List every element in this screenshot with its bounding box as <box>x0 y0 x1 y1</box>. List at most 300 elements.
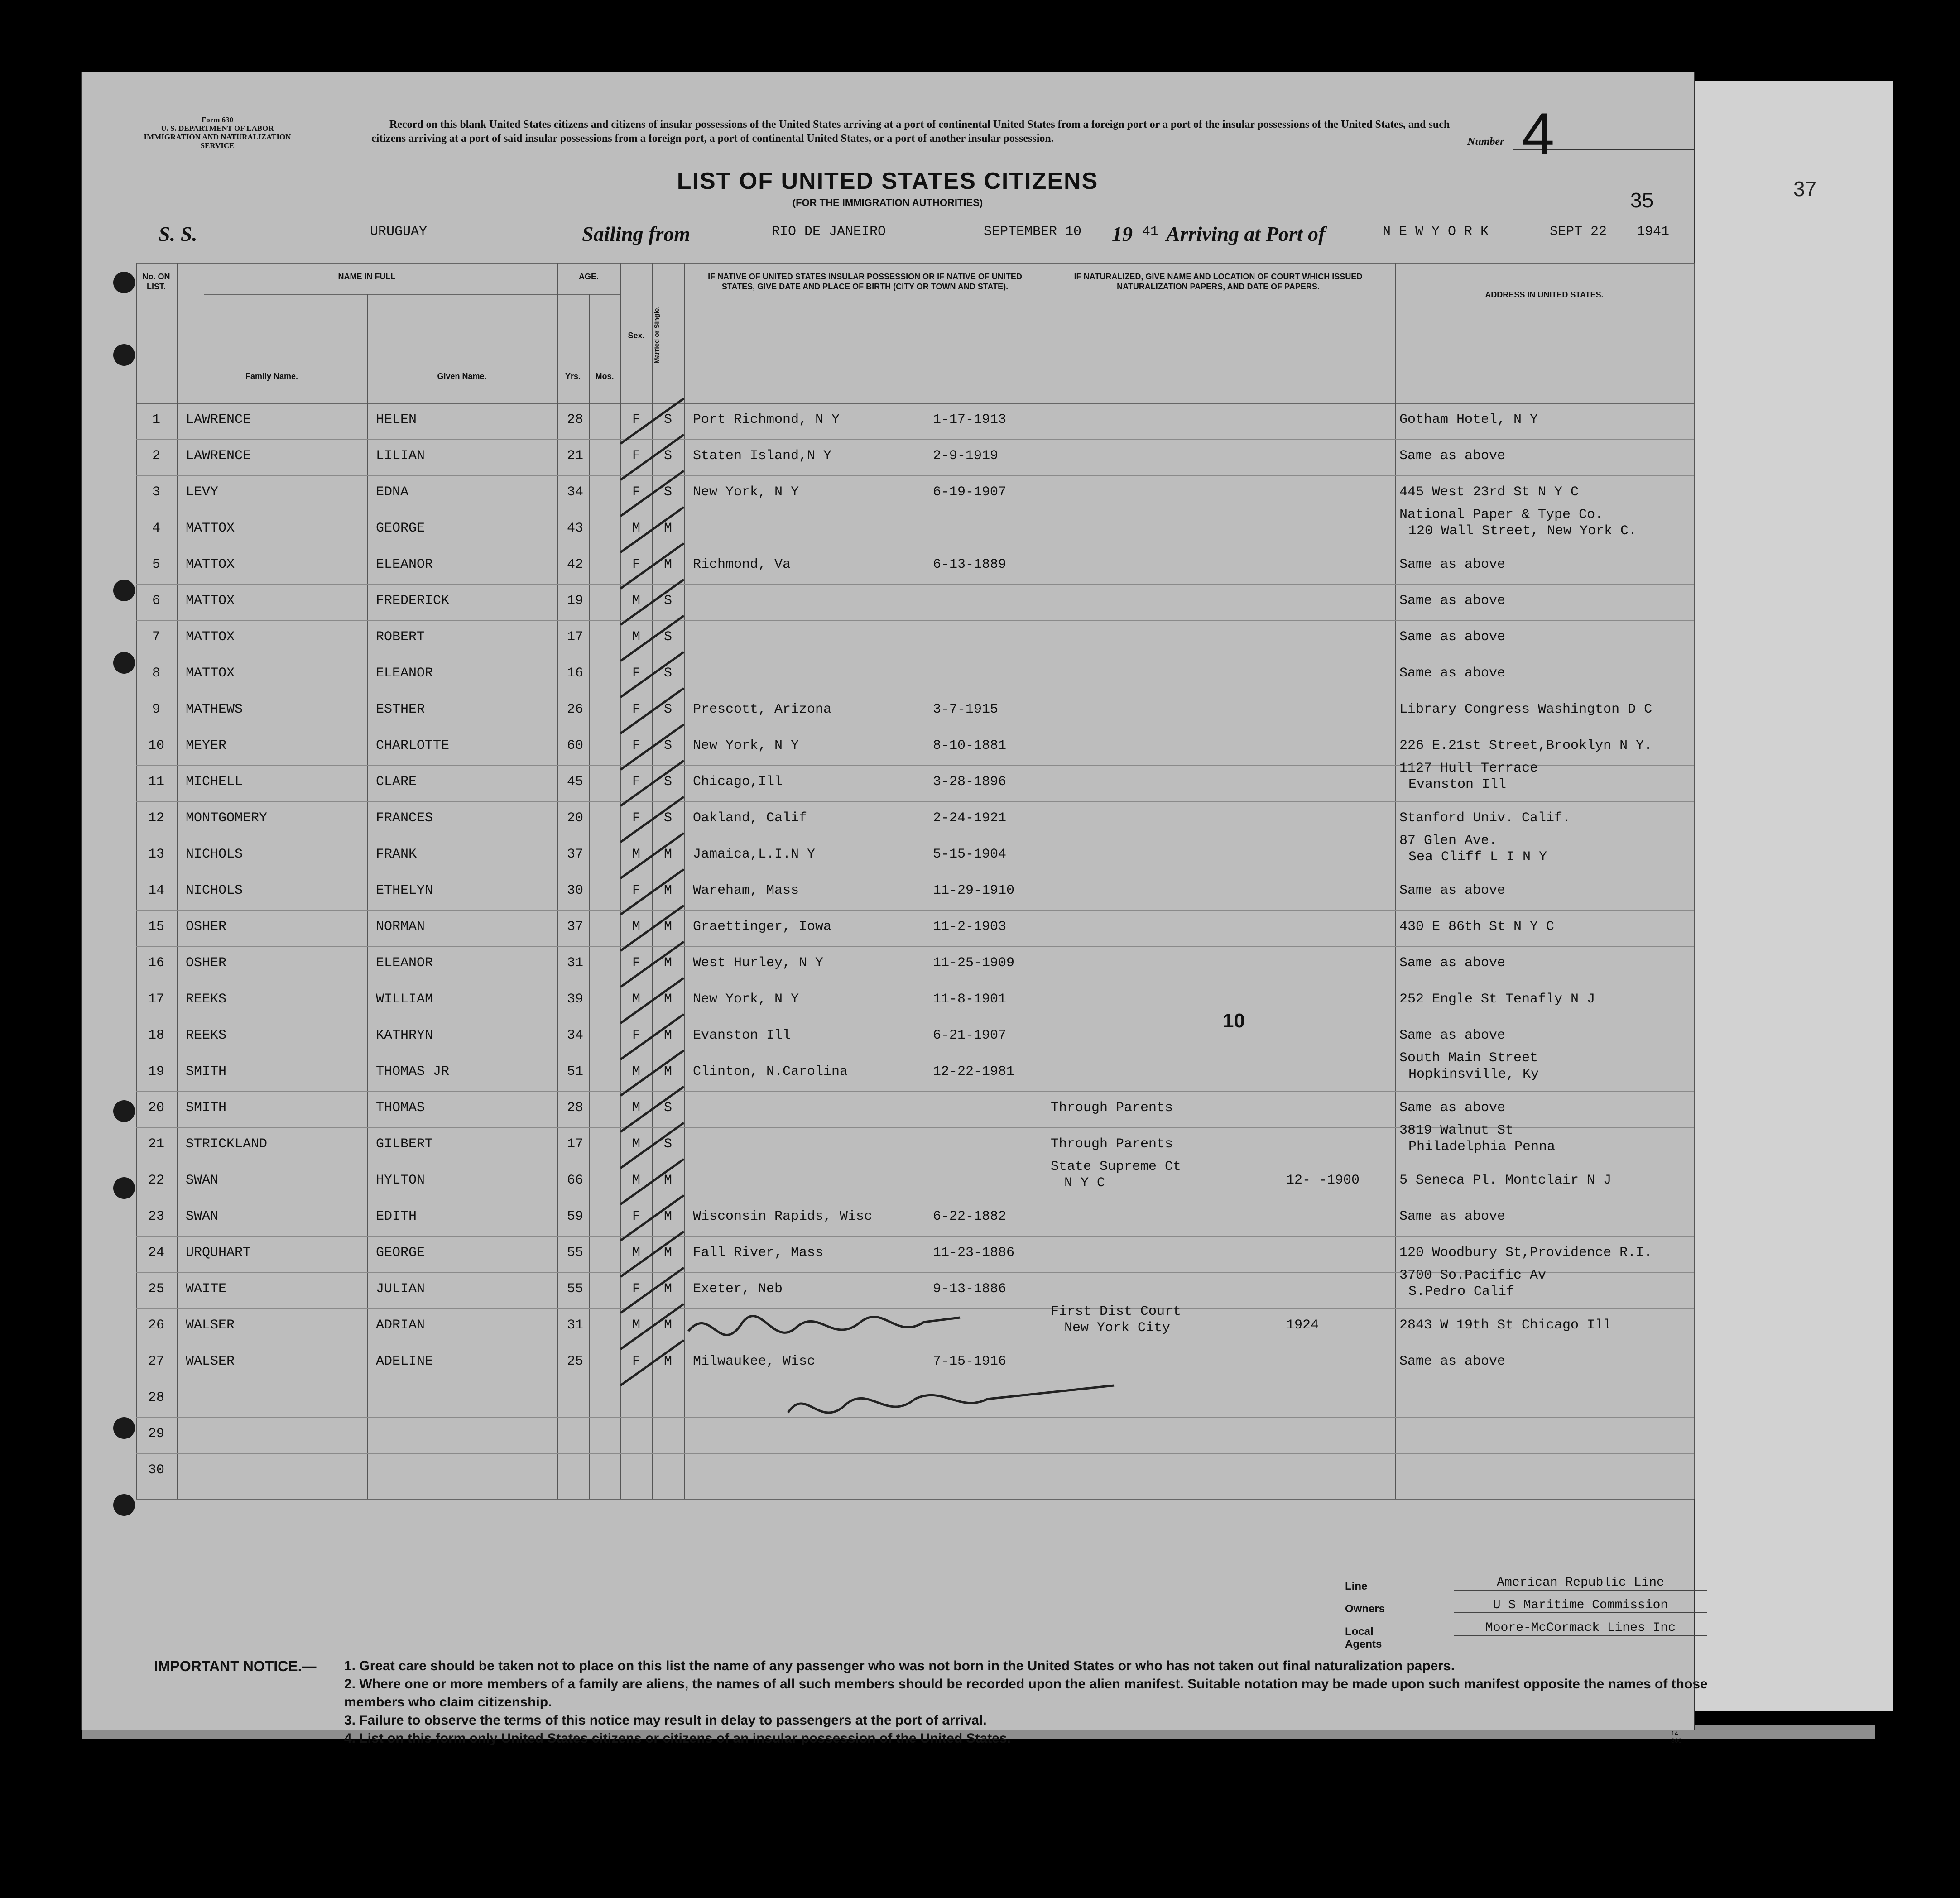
cell-ms: M <box>663 521 672 536</box>
cell-date: 6-13-1889 <box>933 557 1007 572</box>
cell-place: New York, N Y <box>693 992 799 1007</box>
cell-place: Exeter, Neb <box>693 1281 783 1297</box>
cell-yrs: 37 <box>567 847 583 862</box>
cell-place: Richmond, Va <box>693 557 791 572</box>
cell-date: 8-10-1881 <box>933 738 1007 753</box>
cell-no: 7 <box>152 629 160 645</box>
cell-addr: 1127 Hull Terrace <box>1399 761 1538 776</box>
cell-family: MONTGOMERY <box>186 810 268 826</box>
sailing-label: Sailing from <box>582 222 691 245</box>
cell-place: West Hurley, N Y <box>693 955 824 971</box>
cell-addr: Same as above <box>1399 593 1506 609</box>
cell-sex: M <box>632 1100 640 1116</box>
cell-yrs: 55 <box>567 1281 583 1297</box>
cell-no: 17 <box>148 992 164 1007</box>
cell-yrs: 30 <box>567 883 583 898</box>
important-notice <box>154 1657 1739 1748</box>
cell-place: Port Richmond, N Y <box>693 412 840 427</box>
cell-sex: M <box>632 1064 640 1079</box>
cell-nat-date: 1924 <box>1286 1318 1319 1333</box>
table-row <box>136 1200 1694 1235</box>
table-row <box>136 475 1694 511</box>
cell-no: 5 <box>152 557 160 572</box>
cell-yrs: 28 <box>567 412 583 427</box>
department-name: U. S. DEPARTMENT OF LABOR <box>161 124 274 133</box>
form-number: Form 630 <box>201 115 234 124</box>
table-row <box>136 548 1694 583</box>
cell-date: 3-7-1915 <box>933 702 999 717</box>
cell-sex: F <box>632 955 640 971</box>
cell-given: KATHRYN <box>376 1028 433 1043</box>
cell-addr: 430 E 86th St N Y C <box>1399 919 1555 935</box>
cell-addr: Same as above <box>1399 557 1506 572</box>
cell-date: 12-22-1981 <box>933 1064 1015 1079</box>
cell-nat-line2: New York City <box>1064 1320 1171 1336</box>
cell-addr-line2: 120 Wall Street, New York C. <box>1408 523 1637 539</box>
cell-addr: 87 Glen Ave. <box>1399 833 1498 848</box>
cell-given: LILIAN <box>376 448 425 464</box>
cell-date: 7-15-1916 <box>933 1354 1007 1369</box>
punch-hole <box>113 272 135 293</box>
cell-place: Staten Island,N Y <box>693 448 832 464</box>
cell-given: CHARLOTTE <box>376 738 450 753</box>
notice-item: 4. List on this form only United States citizens or citizens of an insular possession of the United States. <box>344 1731 1011 1746</box>
cell-no: 1 <box>152 412 160 427</box>
cell-given: FRANK <box>376 847 417 862</box>
cell-addr: 445 West 23rd St N Y C <box>1399 484 1579 500</box>
arriving-label: Arriving at Port of <box>1166 222 1326 245</box>
cell-family: MICHELL <box>186 774 243 790</box>
header-family-name: Family Name. <box>245 372 298 381</box>
cell-no: 26 <box>148 1318 164 1333</box>
cell-given: FRANCES <box>376 810 433 826</box>
table-row <box>136 801 1694 837</box>
cell-sex: M <box>632 593 640 609</box>
cell-family: STRICKLAND <box>186 1136 268 1152</box>
header-address: ADDRESS IN UNITED STATES. <box>1485 290 1604 299</box>
cell-ms: M <box>663 1028 672 1043</box>
cell-yrs: 42 <box>567 557 583 572</box>
cell-given: CLARE <box>376 774 417 790</box>
form-identifier <box>136 115 299 150</box>
cell-family: REEKS <box>186 992 227 1007</box>
cell-family: SMITH <box>186 1100 227 1116</box>
agents-value: Moore-McCormack Lines Inc <box>1454 1621 1707 1636</box>
manifest-page <box>82 72 1708 1746</box>
cell-ms: M <box>663 955 672 971</box>
punch-hole <box>113 580 135 601</box>
cell-no: 12 <box>148 810 164 826</box>
ss-label: S. S. <box>159 222 197 245</box>
page-title: LIST OF UNITED STATES CITIZENS <box>677 168 1099 194</box>
cell-ms: M <box>663 992 672 1007</box>
cell-addr: Same as above <box>1399 883 1506 898</box>
year-prefix: 19 <box>1112 222 1133 245</box>
cell-sex: F <box>632 412 640 427</box>
cell-addr: 252 Engle St Tenafly N J <box>1399 992 1595 1007</box>
cell-family: MATHEWS <box>186 702 243 717</box>
cell-sex: F <box>632 557 640 572</box>
stamp-code: 14—806 <box>1671 1730 1685 1744</box>
cell-no: 22 <box>148 1173 164 1188</box>
cell-addr: Same as above <box>1399 629 1506 645</box>
table-row <box>136 1159 1694 1199</box>
table-row <box>136 833 1694 873</box>
cell-addr: Same as above <box>1399 1354 1506 1369</box>
cell-ms: M <box>663 1064 672 1079</box>
cell-given: ROBERT <box>376 629 425 645</box>
cell-given: HELEN <box>376 412 417 427</box>
cell-yrs: 25 <box>567 1354 583 1369</box>
cell-ms: S <box>663 1136 672 1152</box>
cell-nat: Through Parents <box>1051 1136 1173 1152</box>
cell-place: Wareham, Mass <box>693 883 799 898</box>
back-page-number: 37 <box>1793 177 1817 201</box>
cell-ms: M <box>663 557 672 572</box>
line-value: American Republic Line <box>1454 1576 1707 1591</box>
cell-yrs: 34 <box>567 1028 583 1043</box>
cell-date: 9-13-1886 <box>933 1281 1007 1297</box>
cell-date: 2-24-1921 <box>933 810 1007 826</box>
punch-hole <box>113 1177 135 1199</box>
cell-no: 16 <box>148 955 164 971</box>
cell-ms: S <box>663 412 672 427</box>
cell-place: Jamaica,L.I.N Y <box>693 847 816 862</box>
cell-given: NORMAN <box>376 919 425 935</box>
cell-place: Prescott, Arizona <box>693 702 832 717</box>
page-subtitle: (FOR THE IMMIGRATION AUTHORITIES) <box>792 197 983 208</box>
cell-no: 20 <box>148 1100 164 1116</box>
cell-given: GEORGE <box>376 1245 425 1261</box>
cell-nat: Through Parents <box>1051 1100 1173 1116</box>
cell-place: New York, N Y <box>693 484 799 500</box>
cell-place: Wisconsin Rapids, Wisc <box>693 1209 873 1224</box>
cell-family: LAWRENCE <box>186 412 251 427</box>
cell-family: MATTOX <box>186 666 235 681</box>
cell-place: Milwaukee, Wisc <box>693 1354 816 1369</box>
header-age: AGE. <box>578 272 599 281</box>
cell-ms: S <box>663 702 672 717</box>
cell-sex: M <box>632 919 640 935</box>
cell-given: ETHELYN <box>376 883 433 898</box>
cell-addr-line2: Sea Cliff L I N Y <box>1408 849 1547 865</box>
cell-ms: M <box>663 1354 672 1369</box>
cell-addr: Same as above <box>1399 1209 1506 1224</box>
cell-yrs: 43 <box>567 521 583 536</box>
list-number: 4 <box>1522 101 1555 167</box>
cell-family: SMITH <box>186 1064 227 1079</box>
cell-sex: F <box>632 1028 640 1043</box>
header-yrs: Yrs. <box>565 372 581 381</box>
cell-given: ELEANOR <box>376 666 433 681</box>
cell-yrs: 17 <box>567 629 583 645</box>
notice-item: 1. Great care should be taken not to place on this list the name of any passenger who was not born in the United States or who has not taken out final naturalization papers. <box>344 1658 1455 1673</box>
line-label: Line <box>1345 1580 1368 1592</box>
cell-addr-line2: Evanston Ill <box>1408 777 1507 792</box>
cell-no: 11 <box>148 774 164 790</box>
cell-given: ESTHER <box>376 702 425 717</box>
table-row <box>136 657 1694 692</box>
cell-no: 4 <box>152 521 160 536</box>
table-row <box>136 761 1694 800</box>
signature <box>670 1295 1171 1485</box>
cell-family: OSHER <box>186 955 227 971</box>
cell-family: MEYER <box>186 738 227 753</box>
punch-hole <box>113 652 135 674</box>
service-name: IMMIGRATION AND NATURALIZATION SERVICE <box>144 133 291 150</box>
cell-date: 11-25-1909 <box>933 955 1015 971</box>
cell-nat-line2: N Y C <box>1064 1175 1105 1191</box>
cell-yrs: 55 <box>567 1245 583 1261</box>
cell-yrs: 31 <box>567 955 583 971</box>
cell-yrs: 26 <box>567 702 583 717</box>
table-row <box>136 1091 1694 1126</box>
cell-given: EDITH <box>376 1209 417 1224</box>
cell-no: 24 <box>148 1245 164 1261</box>
cell-addr: 5 Seneca Pl. Montclair N J <box>1399 1173 1612 1188</box>
cell-addr: Same as above <box>1399 1100 1506 1116</box>
cell-given: ELEANOR <box>376 557 433 572</box>
owners-value: U S Maritime Commission <box>1454 1598 1707 1613</box>
cell-ms: M <box>663 847 672 862</box>
notice-item: 3. Failure to observe the terms of this notice may result in delay to passengers at the port of arrival. <box>344 1713 987 1728</box>
cell-sex: F <box>632 1281 640 1297</box>
cell-given: GEORGE <box>376 521 425 536</box>
cell-family: LEVY <box>186 484 219 500</box>
header-native: IF NATIVE OF UNITED STATES INSULAR POSSESSION OR IF NATIVE OF UNITED STATES, GIVE DATE AND PLACE OF BIRTH (CITY OR TOWN AND STATE). <box>708 272 1022 291</box>
cell-date: 3-28-1896 <box>933 774 1007 790</box>
cell-addr: Same as above <box>1399 1028 1506 1043</box>
cell-addr: Stanford Univ. Calif. <box>1399 810 1571 826</box>
cell-yrs: 31 <box>567 1318 583 1333</box>
agents-label: Local Agents <box>1345 1625 1382 1650</box>
cell-addr: Library Congress Washington D C <box>1399 702 1653 717</box>
cell-sex: F <box>632 1209 640 1224</box>
header-married-single: Married or Single. <box>653 306 661 364</box>
cell-place: Clinton, N.Carolina <box>693 1064 848 1079</box>
cell-ms: S <box>663 629 672 645</box>
cell-yrs: 19 <box>567 593 583 609</box>
cell-sex: M <box>632 521 640 536</box>
page-number: 35 <box>1630 188 1654 212</box>
cell-ms: M <box>663 883 672 898</box>
cell-place: Evanston Ill <box>693 1028 791 1043</box>
table-row <box>136 584 1694 619</box>
cell-date: 11-29-1910 <box>933 883 1015 898</box>
cell-yrs: 66 <box>567 1173 583 1188</box>
cell-given: ADELINE <box>376 1354 433 1369</box>
table-row <box>136 507 1694 547</box>
cell-sex: F <box>632 810 640 826</box>
cell-family: MATTOX <box>186 557 235 572</box>
punch-hole <box>113 1417 135 1439</box>
cell-yrs: 60 <box>567 738 583 753</box>
cell-yrs: 20 <box>567 810 583 826</box>
cell-given: ADRIAN <box>376 1318 425 1333</box>
cell-given: HYLTON <box>376 1173 425 1188</box>
cell-ms: S <box>663 593 672 609</box>
table-row <box>136 1123 1694 1163</box>
table-row <box>136 403 1694 438</box>
header-sex: Sex. <box>628 331 645 340</box>
cell-sex: M <box>632 847 640 862</box>
owners-label: Owners <box>1345 1603 1385 1615</box>
cell-date: 2-9-1919 <box>933 448 999 464</box>
header-name-in-full: NAME IN FULL <box>338 272 396 281</box>
cell-sex: M <box>632 1318 640 1333</box>
cell-place: Oakland, Calif <box>693 810 807 826</box>
cell-date: 6-21-1907 <box>933 1028 1007 1043</box>
cell-sex: M <box>632 629 640 645</box>
cell-no: 14 <box>148 883 164 898</box>
table-row <box>136 946 1694 982</box>
cell-nat: First Dist Court <box>1051 1304 1182 1319</box>
cell-ms: M <box>663 1281 672 1297</box>
cell-given: WILLIAM <box>376 992 433 1007</box>
cell-yrs: 34 <box>567 484 583 500</box>
table-row <box>136 1236 1694 1271</box>
record-instructions: Record on this blank United States citizens and citizens of insular possessions of the United States arriving at a port of continental United States from a foreign port or a port of the insular possessions of the United States, and such citizens arriving at a port of said insular possessions from a foreign port, a port of continental United States, or a port of another insular possession. <box>371 119 1450 144</box>
cell-given: THOMAS <box>376 1100 425 1116</box>
cell-yrs: 37 <box>567 919 583 935</box>
cell-no: 15 <box>148 919 164 935</box>
cell-sex: M <box>632 1245 640 1261</box>
cell-addr: 2843 W 19th St Chicago Ill <box>1399 1318 1612 1333</box>
cell-yrs: 39 <box>567 992 583 1007</box>
cell-ms: S <box>663 810 672 826</box>
table-row <box>136 874 1694 909</box>
cell-no: 25 <box>148 1281 164 1297</box>
table-row <box>136 910 1694 945</box>
cell-family: SWAN <box>186 1173 219 1188</box>
cell-sex: M <box>632 992 640 1007</box>
cell-given: FREDERICK <box>376 593 450 609</box>
table-row <box>136 983 1694 1018</box>
cell-sex: F <box>632 738 640 753</box>
header-naturalized: IF NATURALIZED, GIVE NAME AND LOCATION OF COURT WHICH ISSUED NATURALIZATION PAPERS, AND DATE OF PAPERS. <box>1074 272 1363 291</box>
cell-given: THOMAS JR <box>376 1064 450 1079</box>
cell-no: 23 <box>148 1209 164 1224</box>
cell-sex: F <box>632 774 640 790</box>
punch-hole <box>113 344 135 366</box>
cell-addr-line2: Hopkinsville, Ky <box>1408 1067 1539 1082</box>
cell-nat-date: 12- -1900 <box>1286 1173 1360 1188</box>
cell-place: Graettinger, Iowa <box>693 919 832 935</box>
cell-addr: National Paper & Type Co. <box>1399 507 1604 522</box>
cell-yrs: 45 <box>567 774 583 790</box>
table-row <box>136 1050 1694 1090</box>
cell-no: 28 <box>148 1390 164 1405</box>
cell-sex: M <box>632 1173 640 1188</box>
back-sheet <box>1694 81 1893 1711</box>
cell-no: 2 <box>152 448 160 464</box>
cell-yrs: 51 <box>567 1064 583 1079</box>
punch-hole <box>113 1100 135 1122</box>
cell-given: GILBERT <box>376 1136 433 1152</box>
cell-family: WAITE <box>186 1281 227 1297</box>
cell-family: MATTOX <box>186 629 235 645</box>
date-to: SEPT 22 <box>1544 224 1612 240</box>
cell-sex: F <box>632 484 640 500</box>
cell-addr: 226 E.21st Street,Brooklyn N Y. <box>1399 738 1653 753</box>
cell-no: 21 <box>148 1136 164 1152</box>
cell-family: OSHER <box>186 919 227 935</box>
cell-date: 11-2-1903 <box>933 919 1007 935</box>
cell-no: 13 <box>148 847 164 862</box>
ship-name: URUGUAY <box>222 224 575 240</box>
cell-sex: F <box>632 883 640 898</box>
cell-addr: 120 Woodbury St,Providence R.I. <box>1399 1245 1653 1261</box>
cell-family: NICHOLS <box>186 883 243 898</box>
cell-addr: South Main Street <box>1399 1050 1538 1066</box>
cell-addr: Same as above <box>1399 955 1506 971</box>
cell-date: 11-8-1901 <box>933 992 1007 1007</box>
cell-no: 9 <box>152 702 160 717</box>
cell-no: 18 <box>148 1028 164 1043</box>
cell-no: 30 <box>148 1462 164 1478</box>
cell-ms: S <box>663 666 672 681</box>
cell-no: 29 <box>148 1426 164 1442</box>
cell-date: 5-15-1904 <box>933 847 1007 862</box>
cell-ms: M <box>663 919 672 935</box>
cell-sex: F <box>632 1354 640 1369</box>
header-mos: Mos. <box>595 372 614 381</box>
cell-family: MATTOX <box>186 593 235 609</box>
cell-sex: F <box>632 702 640 717</box>
notice-item: 2. Where one or more members of a family are aliens, the names of all such members should be recorded upon the alien manifest. Suitable notation may be made upon such manifest opposite the names of those members who claim citizenship. <box>344 1677 1708 1710</box>
cell-date: 1-17-1913 <box>933 412 1007 427</box>
notice-lead: IMPORTANT NOTICE.— <box>154 1658 317 1674</box>
table-row <box>136 620 1694 656</box>
date-from: SEPTEMBER 10 <box>960 224 1105 240</box>
punch-hole <box>113 1494 135 1516</box>
cell-ms: M <box>663 1209 672 1224</box>
cell-ms: M <box>663 1318 672 1333</box>
cell-place: New York, N Y <box>693 738 799 753</box>
cell-ms: S <box>663 484 672 500</box>
cell-addr: Gotham Hotel, N Y <box>1399 412 1538 427</box>
year-from: 41 <box>1139 224 1162 240</box>
annotation-number: 10 <box>1223 1010 1245 1032</box>
cell-addr: 3819 Walnut St <box>1399 1123 1514 1138</box>
table-row <box>136 693 1694 728</box>
cell-given: ELEANOR <box>376 955 433 971</box>
port-to: N E W Y O R K <box>1340 224 1531 240</box>
cell-given: EDNA <box>376 484 409 500</box>
header-given-name: Given Name. <box>437 372 487 381</box>
cell-nat: State Supreme Ct <box>1051 1159 1182 1174</box>
number-label: Number <box>1467 136 1504 148</box>
cell-addr: 3700 So.Pacific Av <box>1399 1268 1547 1283</box>
cell-ms: M <box>663 1245 672 1261</box>
cell-family: REEKS <box>186 1028 227 1043</box>
cell-sex: F <box>632 448 640 464</box>
cell-yrs: 21 <box>567 448 583 464</box>
cell-place: Chicago,Ill <box>693 774 783 790</box>
cell-sex: M <box>632 1136 640 1152</box>
cell-addr: Same as above <box>1399 666 1506 681</box>
cell-family: WALSER <box>186 1318 235 1333</box>
cell-place: Fall River, Mass <box>693 1245 824 1261</box>
cell-no: 8 <box>152 666 160 681</box>
cell-date: 6-19-1907 <box>933 484 1007 500</box>
cell-given: JULIAN <box>376 1281 425 1297</box>
cell-ms: S <box>663 738 672 753</box>
table-row <box>136 729 1694 764</box>
cell-ms: S <box>663 774 672 790</box>
cell-yrs: 17 <box>567 1136 583 1152</box>
cell-family: NICHOLS <box>186 847 243 862</box>
